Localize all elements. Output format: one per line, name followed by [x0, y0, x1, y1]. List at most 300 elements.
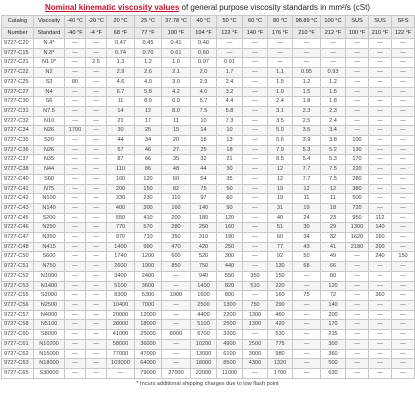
viscosity-value-cell: 0.70: [135, 48, 162, 58]
viscosity-value-cell: 0.95: [293, 68, 321, 78]
viscosity-value-cell: 1.2: [293, 77, 321, 87]
viscosity-value-cell: 77: [268, 242, 293, 252]
footnote: * Incurs additional shipping charges due to low flash point: [136, 380, 279, 387]
viscosity-value-cell: 2.3: [321, 106, 346, 116]
viscosity-value-cell: —: [65, 155, 86, 165]
header-cell: -40 °F: [65, 27, 86, 39]
viscosity-value-cell: —: [86, 97, 107, 107]
viscosity-value-cell: —: [346, 48, 369, 58]
viscosity-value-cell: —: [86, 368, 107, 378]
viscosity-value-cell: 8.0: [162, 106, 191, 116]
viscosity-value-cell: —: [107, 368, 135, 378]
viscosity-value-cell: 3.9: [293, 136, 321, 146]
viscosity-value-cell: —: [392, 310, 415, 320]
viscosity-value-cell: —: [86, 252, 107, 262]
viscosity-value-cell: —: [65, 349, 86, 359]
catalog-number-cell: 9727-C31: [2, 106, 34, 116]
viscosity-value-cell: —: [86, 310, 107, 320]
viscosity-value-cell: 1.5: [268, 77, 293, 87]
catalog-number-cell: 9727-C20: [2, 39, 34, 49]
viscosity-value-cell: 29: [321, 223, 346, 233]
viscosity-value-cell: 23: [321, 213, 346, 223]
viscosity-value-cell: —: [243, 194, 268, 204]
viscosity-value-cell: 18000: [191, 359, 217, 369]
viscosity-value-cell: 710: [135, 233, 162, 243]
viscosity-value-cell: 46: [135, 145, 162, 155]
table-row: [2, 106, 415, 116]
table-row: [2, 223, 415, 233]
viscosity-standard-cell: N.4*: [34, 39, 65, 49]
viscosity-value-cell: 300: [135, 203, 162, 213]
viscosity-value-cell: 66: [135, 155, 162, 165]
viscosity-value-cell: —: [86, 174, 107, 184]
viscosity-value-cell: —: [392, 213, 415, 223]
header-row: [2, 16, 415, 28]
viscosity-value-cell: —: [243, 77, 268, 87]
viscosity-value-cell: —: [392, 330, 415, 340]
header-cell: 122 °F: [392, 27, 415, 39]
viscosity-value-cell: 570: [135, 223, 162, 233]
viscosity-value-cell: —: [243, 145, 268, 155]
viscosity-value-cell: 5.2: [321, 145, 346, 155]
viscosity-value-cell: 820: [217, 281, 243, 291]
viscosity-value-cell: 1600: [191, 291, 217, 301]
viscosity-value-cell: —: [392, 145, 415, 155]
viscosity-value-cell: 550: [107, 213, 135, 223]
viscosity-value-cell: 970: [107, 233, 135, 243]
viscosity-value-cell: 2.9: [191, 77, 217, 87]
viscosity-standard-cell: N.8*: [34, 48, 65, 58]
viscosity-value-cell: 66: [321, 262, 346, 272]
catalog-number-cell: 9727-C30: [2, 97, 34, 107]
viscosity-value-cell: —: [65, 300, 86, 310]
viscosity-value-cell: 130: [268, 262, 293, 272]
viscosity-value-cell: 11000: [217, 368, 243, 378]
viscosity-value-cell: —: [65, 184, 86, 194]
viscosity-value-cell: 28000: [107, 320, 135, 330]
viscosity-value-cell: —: [346, 291, 369, 301]
viscosity-value-cell: 140: [369, 223, 392, 233]
viscosity-value-cell: —: [86, 184, 107, 194]
viscosity-value-cell: —: [243, 116, 268, 126]
table-row: [2, 58, 415, 68]
viscosity-value-cell: 120: [217, 213, 243, 223]
viscosity-value-cell: —: [346, 271, 369, 281]
viscosity-standard-cell: S30000: [34, 368, 65, 378]
header-cell: 68 °F: [107, 27, 135, 39]
viscosity-value-cell: 1.0: [162, 58, 191, 68]
viscosity-value-cell: 8.5: [268, 155, 293, 165]
viscosity-value-cell: —: [86, 145, 107, 155]
viscosity-value-cell: —: [392, 281, 415, 291]
viscosity-value-cell: —: [86, 359, 107, 369]
viscosity-value-cell: 160: [369, 233, 392, 243]
viscosity-value-cell: 1200: [135, 252, 162, 262]
viscosity-value-cell: 230: [135, 194, 162, 204]
viscosity-value-cell: —: [392, 203, 415, 213]
viscosity-value-cell: —: [65, 97, 86, 107]
header-cell: 37.78 °C: [162, 16, 191, 28]
table-row: [2, 271, 415, 281]
viscosity-value-cell: 7.9: [268, 145, 293, 155]
viscosity-standard-cell: N7.5: [34, 106, 65, 116]
viscosity-value-cell: —: [86, 165, 107, 175]
viscosity-value-cell: —: [293, 330, 321, 340]
viscosity-value-cell: 4900: [217, 339, 243, 349]
viscosity-value-cell: —: [369, 359, 392, 369]
viscosity-value-cell: —: [65, 271, 86, 281]
viscosity-value-cell: 20000: [107, 310, 135, 320]
viscosity-value-cell: 3.5: [293, 126, 321, 136]
viscosity-value-cell: —: [369, 310, 392, 320]
viscosity-value-cell: 2.0: [191, 68, 217, 78]
title-link[interactable]: Nominal kinematic viscosity values: [44, 3, 180, 12]
viscosity-value-cell: 8300: [107, 291, 135, 301]
table-row: [2, 194, 415, 204]
viscosity-value-cell: 1.2: [135, 58, 162, 68]
viscosity-value-cell: —: [392, 339, 415, 349]
viscosity-value-cell: 2.4: [217, 77, 243, 87]
viscosity-value-cell: 3.0: [162, 77, 191, 87]
viscosity-value-cell: —: [86, 87, 107, 97]
viscosity-value-cell: —: [65, 68, 86, 78]
viscosity-value-cell: 2.9: [107, 68, 135, 78]
viscosity-standard-cell: N4: [34, 87, 65, 97]
viscosity-value-cell: 8500: [217, 359, 243, 369]
viscosity-value-cell: 2500: [217, 320, 243, 330]
viscosity-value-cell: 0.74: [107, 48, 135, 58]
viscosity-value-cell: 240: [369, 252, 392, 262]
header-cell: 100 °F: [162, 27, 191, 39]
viscosity-value-cell: —: [392, 126, 415, 136]
viscosity-value-cell: 630: [321, 368, 346, 378]
viscosity-value-cell: —: [369, 271, 392, 281]
viscosity-value-cell: —: [65, 39, 86, 49]
viscosity-value-cell: —: [392, 165, 415, 175]
viscosity-value-cell: 30: [293, 223, 321, 233]
viscosity-standard-cell: N26: [34, 145, 65, 155]
viscosity-value-cell: 140: [321, 300, 346, 310]
viscosity-value-cell: 1900: [162, 291, 191, 301]
viscosity-value-cell: —: [243, 87, 268, 97]
viscosity-value-cell: —: [86, 223, 107, 233]
viscosity-standard-cell: N1000: [34, 271, 65, 281]
viscosity-value-cell: —: [392, 291, 415, 301]
viscosity-value-cell: —: [243, 233, 268, 243]
viscosity-value-cell: 1.3: [107, 58, 135, 68]
viscosity-standard-cell: N140: [34, 203, 65, 213]
viscosity-standard-cell: S6: [34, 97, 65, 107]
viscosity-value-cell: —: [86, 68, 107, 78]
viscosity-value-cell: —: [346, 310, 369, 320]
viscosity-value-cell: —: [392, 368, 415, 378]
viscosity-value-cell: 112: [369, 213, 392, 223]
viscosity-value-cell: 35: [162, 155, 191, 165]
catalog-number-cell: 9727-C34: [2, 126, 34, 136]
table-row: [2, 213, 415, 223]
viscosity-value-cell: 7.5: [321, 165, 346, 175]
viscosity-value-cell: 770: [107, 223, 135, 233]
viscosity-value-cell: 775: [268, 339, 293, 349]
viscosity-value-cell: 3000: [243, 349, 268, 359]
viscosity-value-cell: 5.6: [268, 136, 293, 146]
header-cell: 212 °F: [321, 27, 346, 39]
viscosity-value-cell: —: [243, 184, 268, 194]
viscosity-value-cell: 470: [162, 242, 191, 252]
viscosity-value-cell: —: [346, 339, 369, 349]
table-row: [2, 87, 415, 97]
viscosity-value-cell: 11: [321, 194, 346, 204]
viscosity-value-cell: 1300: [217, 300, 243, 310]
viscosity-value-cell: —: [86, 242, 107, 252]
viscosity-value-cell: —: [65, 165, 86, 175]
viscosity-value-cell: —: [268, 39, 293, 49]
viscosity-value-cell: 290: [268, 300, 293, 310]
viscosity-value-cell: —: [243, 126, 268, 136]
viscosity-value-cell: 12: [268, 174, 293, 184]
viscosity-value-cell: —: [243, 58, 268, 68]
viscosity-value-cell: 82: [162, 184, 191, 194]
viscosity-value-cell: 24: [293, 213, 321, 223]
viscosity-value-cell: —: [243, 252, 268, 262]
catalog-number-cell: 9727-C61: [2, 339, 34, 349]
viscosity-value-cell: 200: [369, 242, 392, 252]
viscosity-standard-cell: N18000: [34, 359, 65, 369]
viscosity-value-cell: —: [392, 87, 415, 97]
viscosity-value-cell: —: [293, 48, 321, 58]
table-row: [2, 368, 415, 378]
viscosity-value-cell: 5.8: [217, 106, 243, 116]
viscosity-value-cell: 2400: [135, 271, 162, 281]
viscosity-value-cell: 3600: [135, 281, 162, 291]
table-row: [2, 145, 415, 155]
catalog-number-cell: 9727-C22: [2, 68, 34, 78]
viscosity-value-cell: —: [65, 262, 86, 272]
viscosity-standard-cell: N250: [34, 223, 65, 233]
viscosity-standard-cell: S3: [34, 77, 65, 87]
viscosity-value-cell: 1400: [107, 242, 135, 252]
viscosity-value-cell: —: [162, 320, 191, 330]
title-text: of general purpose viscosity standards in mm²/s (cSt): [179, 3, 371, 12]
viscosity-value-cell: 97: [191, 194, 217, 204]
header-cell: -40 °C: [65, 16, 86, 28]
viscosity-standard-cell: N350: [34, 233, 65, 243]
viscosity-value-cell: —: [217, 48, 243, 58]
viscosity-value-cell: 380: [346, 184, 369, 194]
viscosity-value-cell: 3.1: [268, 106, 293, 116]
viscosity-value-cell: —: [392, 194, 415, 204]
viscosity-value-cell: 360: [369, 291, 392, 301]
viscosity-value-cell: 440: [217, 262, 243, 272]
viscosity-value-cell: —: [369, 97, 392, 107]
viscosity-value-cell: —: [369, 77, 392, 87]
viscosity-value-cell: —: [293, 349, 321, 359]
viscosity-value-cell: 1400: [191, 281, 217, 291]
catalog-number-cell: 9727-C36: [2, 145, 34, 155]
viscosity-value-cell: 36000: [135, 339, 162, 349]
header-cell: Number: [2, 27, 34, 39]
catalog-number-cell: 9727-C35: [2, 136, 34, 146]
header-cell: SUS: [346, 16, 369, 28]
viscosity-value-cell: 44: [107, 136, 135, 146]
viscosity-value-cell: 11: [293, 194, 321, 204]
viscosity-value-cell: 27: [162, 145, 191, 155]
viscosity-value-cell: —: [268, 58, 293, 68]
viscosity-value-cell: —: [392, 39, 415, 49]
viscosity-value-cell: —: [243, 136, 268, 146]
table-row: [2, 262, 415, 272]
table-row: [2, 155, 415, 165]
table-row: [2, 126, 415, 136]
viscosity-value-cell: 17: [135, 116, 162, 126]
catalog-number-cell: 9727-C65: [2, 368, 34, 378]
table-row: [2, 242, 415, 252]
viscosity-value-cell: —: [86, 116, 107, 126]
table-row: [2, 97, 415, 107]
catalog-number-cell: 9727-C27: [2, 87, 34, 97]
viscosity-value-cell: —: [65, 48, 86, 58]
viscosity-value-cell: 34: [135, 136, 162, 146]
viscosity-value-cell: 75: [191, 184, 217, 194]
viscosity-value-cell: 14: [191, 126, 217, 136]
viscosity-value-cell: —: [243, 368, 268, 378]
viscosity-value-cell: 950: [346, 213, 369, 223]
viscosity-value-cell: 4.4: [217, 97, 243, 107]
viscosity-value-cell: 720: [346, 203, 369, 213]
viscosity-value-cell: 13: [217, 136, 243, 146]
viscosity-value-cell: —: [86, 300, 107, 310]
viscosity-value-cell: 35: [217, 174, 243, 184]
viscosity-value-cell: 6700: [191, 330, 217, 340]
viscosity-value-cell: 0.40: [191, 39, 217, 49]
viscosity-value-cell: 47000: [135, 349, 162, 359]
viscosity-value-cell: 150: [135, 184, 162, 194]
viscosity-value-cell: 4300: [243, 359, 268, 369]
viscosity-value-cell: 40: [268, 213, 293, 223]
viscosity-value-cell: —: [268, 48, 293, 58]
viscosity-value-cell: 18000: [135, 320, 162, 330]
viscosity-value-cell: —: [86, 39, 107, 49]
catalog-number-cell: 9727-C51: [2, 262, 34, 272]
viscosity-value-cell: 4400: [191, 310, 217, 320]
viscosity-value-cell: 360: [321, 349, 346, 359]
catalog-number-cell: 9727-C21: [2, 58, 34, 68]
viscosity-value-cell: —: [346, 126, 369, 136]
viscosity-value-cell: 350: [162, 233, 191, 243]
viscosity-value-cell: —: [346, 349, 369, 359]
viscosity-value-cell: 420: [191, 242, 217, 252]
viscosity-value-cell: —: [392, 223, 415, 233]
viscosity-standard-cell: N1.0*: [34, 58, 65, 68]
viscosity-value-cell: 68: [293, 262, 321, 272]
viscosity-value-cell: 3.4: [321, 126, 346, 136]
header-cell: 100 °C: [321, 16, 346, 28]
viscosity-standard-cell: N4000: [34, 310, 65, 320]
header-cell: Viscosity: [34, 16, 65, 28]
viscosity-value-cell: 54: [191, 174, 217, 184]
viscosity-value-cell: —: [369, 203, 392, 213]
viscosity-value-cell: 12: [268, 165, 293, 175]
viscosity-value-cell: —: [243, 165, 268, 175]
viscosity-value-cell: —: [293, 320, 321, 330]
viscosity-value-cell: 2200: [217, 310, 243, 320]
catalog-number-cell: 9727-C41: [2, 184, 34, 194]
catalog-number-cell: 9727-C55: [2, 291, 34, 301]
viscosity-value-cell: 12: [293, 184, 321, 194]
viscosity-value-cell: 72: [321, 291, 346, 301]
viscosity-value-cell: —: [346, 116, 369, 126]
catalog-number-cell: 9727-C48: [2, 242, 34, 252]
viscosity-value-cell: —: [392, 233, 415, 243]
table-row: [2, 48, 415, 58]
viscosity-value-cell: —: [86, 203, 107, 213]
viscosity-value-cell: —: [65, 339, 86, 349]
viscosity-value-cell: 3.8: [321, 136, 346, 146]
viscosity-value-cell: 350: [243, 271, 268, 281]
viscosity-value-cell: —: [65, 87, 86, 97]
viscosity-value-cell: 140: [191, 203, 217, 213]
viscosity-value-cell: 120: [321, 281, 346, 291]
viscosity-value-cell: 215: [321, 330, 346, 340]
viscosity-value-cell: 190: [217, 233, 243, 243]
viscosity-value-cell: 5.0: [268, 126, 293, 136]
viscosity-value-cell: —: [86, 233, 107, 243]
viscosity-value-cell: —: [162, 281, 191, 291]
viscosity-value-cell: 12000: [135, 310, 162, 320]
table-row: [2, 310, 415, 320]
viscosity-value-cell: 5.7: [191, 97, 217, 107]
viscosity-value-cell: —: [243, 48, 268, 58]
viscosity-value-cell: —: [65, 320, 86, 330]
viscosity-value-cell: —: [65, 106, 86, 116]
viscosity-value-cell: 6.7: [107, 87, 135, 97]
viscosity-value-cell: —: [369, 39, 392, 49]
viscosity-value-cell: 25: [135, 126, 162, 136]
viscosity-value-cell: 220: [268, 281, 293, 291]
viscosity-value-cell: —: [243, 97, 268, 107]
viscosity-value-cell: 200: [107, 184, 135, 194]
viscosity-value-cell: —: [392, 359, 415, 369]
viscosity-value-cell: 330: [107, 194, 135, 204]
header-row-units: [2, 27, 415, 39]
viscosity-value-cell: 19: [293, 203, 321, 213]
viscosity-value-cell: 150: [392, 252, 415, 262]
viscosity-value-cell: —: [346, 87, 369, 97]
viscosity-value-cell: —: [162, 310, 191, 320]
viscosity-value-cell: —: [86, 126, 107, 136]
viscosity-value-cell: 550: [217, 271, 243, 281]
catalog-number-cell: 9727-C43: [2, 203, 34, 213]
viscosity-value-cell: —: [65, 310, 86, 320]
viscosity-value-cell: 77000: [107, 349, 135, 359]
catalog-number-cell: 9727-C56: [2, 300, 34, 310]
viscosity-value-cell: 300: [217, 252, 243, 262]
viscosity-value-cell: 60: [217, 194, 243, 204]
viscosity-value-cell: 3.5: [268, 116, 293, 126]
viscosity-value-cell: —: [346, 252, 369, 262]
viscosity-value-cell: 750: [191, 262, 217, 272]
viscosity-value-cell: —: [65, 242, 86, 252]
viscosity-value-cell: 103000: [107, 359, 135, 369]
viscosity-value-cell: 80: [65, 77, 86, 87]
table-row: [2, 300, 415, 310]
viscosity-value-cell: —: [243, 174, 268, 184]
viscosity-value-cell: 49: [321, 252, 346, 262]
viscosity-value-cell: —: [65, 252, 86, 262]
catalog-number-cell: 9727-C15: [2, 48, 34, 58]
viscosity-value-cell: —: [392, 68, 415, 78]
viscosity-value-cell: —: [392, 106, 415, 116]
